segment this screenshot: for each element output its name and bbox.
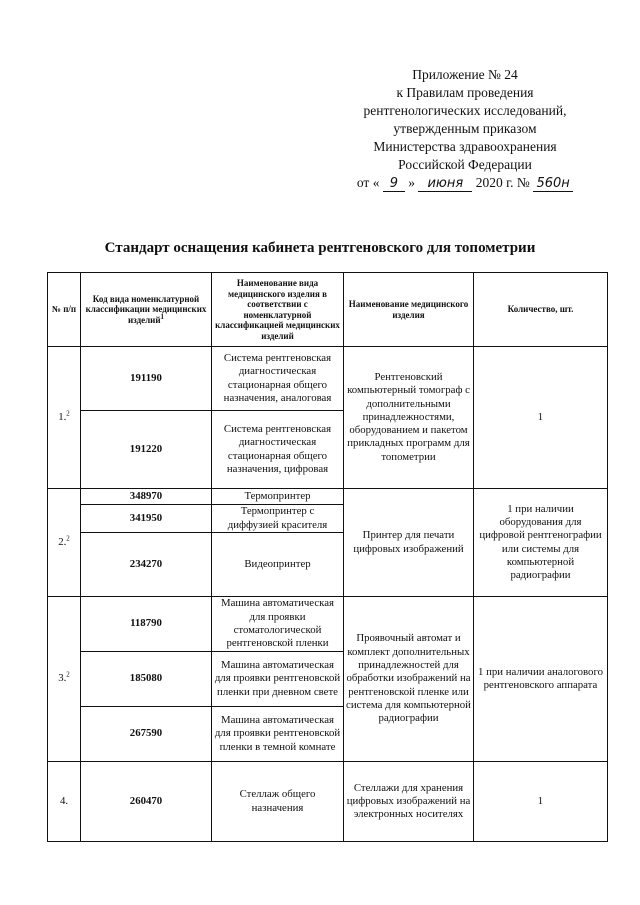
- qty-cell: 1 при наличии оборудования для цифровой рентгенографии или системы для компьютерной радиографии: [474, 489, 608, 597]
- appendix-block: [340, 66, 590, 192]
- code-cell: 185080: [81, 652, 212, 707]
- header-code: Код вида номенклатурной классификации медицинских изделий$^1$: [81, 273, 212, 347]
- appendix-line: рентгенологических исследований,: [363, 103, 567, 118]
- qty-cell: 1 при наличии аналогового рентгеновского аппарата: [474, 597, 608, 762]
- kind-cell: Система рентгеновская диагностическая стационарная общего назначения, цифровая: [212, 411, 344, 489]
- code-cell: 118790: [81, 597, 212, 652]
- table-row: [48, 762, 608, 842]
- row-number: 4.: [48, 762, 81, 842]
- equipment-table: [47, 272, 608, 842]
- appendix-line: Министерства здравоохранения: [373, 139, 557, 154]
- name-cell: Рентгеновский компьютерный томограф с дополнительными принадлежностями, оборудованием и пакетом прикладных программ для топометрии: [344, 347, 474, 489]
- date-prefix: от «: [356, 175, 380, 190]
- document-title: Стандарт оснащения кабинета рентгеновского для топометрии: [104, 240, 536, 256]
- kind-cell: Система рентгеновская диагностическая стационарная общего назначения, аналоговая: [212, 347, 344, 411]
- kind-cell: Термопринтер: [212, 489, 344, 505]
- date-mid: »: [408, 175, 415, 190]
- table-row: [48, 597, 608, 652]
- table-row: [48, 489, 608, 505]
- code-cell: 234270: [81, 533, 212, 597]
- date-year: 2020 г. №: [475, 175, 530, 190]
- kind-cell: Видеопринтер: [212, 533, 344, 597]
- header-kind: Наименование вида медицинского изделия в соответствии с номенклатурной классификацией медицинских изделий: [212, 273, 344, 347]
- row-number: 3.$^2$: [48, 597, 81, 762]
- code-cell: 191220: [81, 411, 212, 489]
- table-header-row: [48, 273, 608, 347]
- appendix-line: Приложение № 24: [412, 67, 518, 82]
- kind-cell: Машина автоматическая для проявки стоматологической рентгеновской пленки: [212, 597, 344, 652]
- code-cell: 348970: [81, 489, 212, 505]
- date-month: июня: [418, 177, 472, 192]
- qty-cell: 1: [474, 762, 608, 842]
- appendix-line: к Правилам проведения: [396, 85, 534, 100]
- kind-cell: Машина автоматическая для проявки рентгеновской пленки в темной комнате: [212, 707, 344, 762]
- kind-cell: Стеллаж общего назначения: [212, 762, 344, 842]
- row-number: 1.$^2$: [48, 347, 81, 489]
- name-cell: Проявочный автомат и комплект дополнительных принадлежностей для обработки изображений на рентгеновской пленке или система для компьютерной радиографии: [344, 597, 474, 762]
- header-qty: Количество, шт.: [474, 273, 608, 347]
- table-row: [48, 347, 608, 411]
- header-name: Наименование медицинского изделия: [344, 273, 474, 347]
- qty-cell: 1: [474, 347, 608, 489]
- name-cell: Стеллажи для хранения цифровых изображений на электронных носителях: [344, 762, 474, 842]
- date-day: 9: [383, 177, 405, 192]
- code-cell: 191190: [81, 347, 212, 411]
- kind-cell: Машина автоматическая для проявки рентгеновской пленки при дневном свете: [212, 652, 344, 707]
- appendix-line: Российской Федерации: [398, 157, 532, 172]
- code-cell: 341950: [81, 505, 212, 533]
- order-number: 560н: [533, 177, 573, 192]
- row-number: 2.$^2$: [48, 489, 81, 597]
- code-cell: 260470: [81, 762, 212, 842]
- order-date-line: [340, 174, 590, 192]
- kind-cell: Термопринтер с диффузией красителя: [212, 505, 344, 533]
- name-cell: Принтер для печати цифровых изображений: [344, 489, 474, 597]
- code-cell: 267590: [81, 707, 212, 762]
- appendix-line: утвержденным приказом: [393, 121, 537, 136]
- header-num: № п/п: [48, 273, 81, 347]
